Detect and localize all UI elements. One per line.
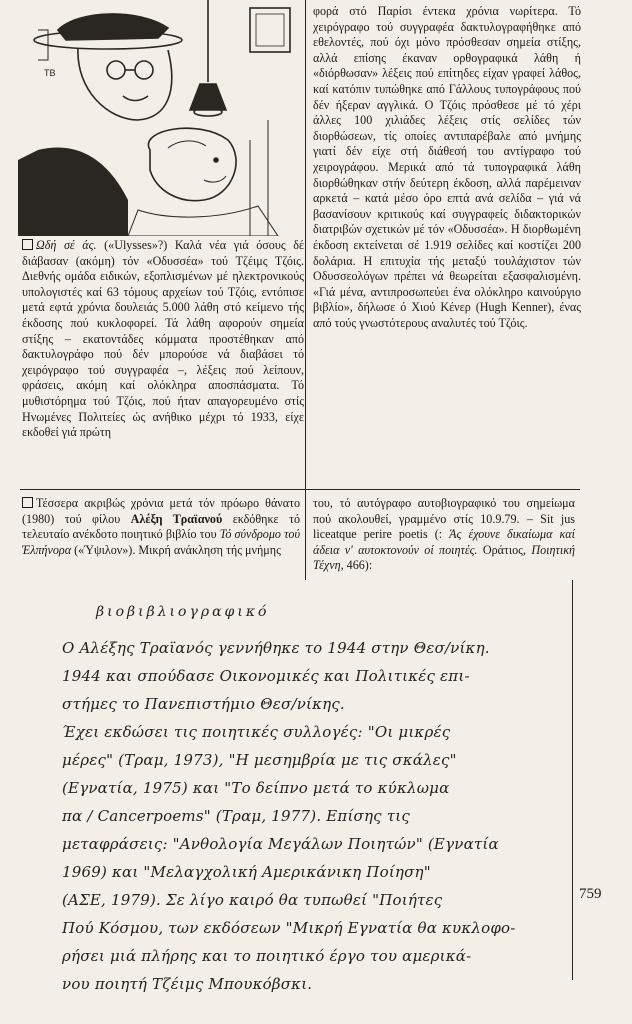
trianos-intro-left [22, 496, 300, 558]
article-continuation: φορά στό Παρίσι έντεκα χρόνια νωρίτερα. Τό χειρόγραφο τού συγγραφέα δακτυλογραφήθηκε από εθελοντές, πού όχι μόνο πρόσθεσαν σημεία στίξης, αλλά επίσης έκαναν ορθογραφικά λάθη ή «διόρθωσαν» λέξεις πού επίτηδες είχαν γραφεί λάθος, καί κατόπιν τυπώθηκε από Γάλλους τυπογράφους πού δέν ήξεραν αγγλικά. Ο Τζόις πρόσθεσε μέ τό χέρι άλλες 100 χιλιάδες λέξεις στίς σελίδες τών διορθώσεων, τίς οποίες αντιπαρέβαλε από μνήμης γιατί δέν είχε στή διάθεσή του αντίγραφο τού χειρογράφου. Μερικά από τά τυπογραφικά λάθη διορθώθηκαν στήν δεύτερη έκδοση, αλλά παρέμειναν αρκετά – κατά μέσο όρο επτά ανά σελίδα – γιά νά βασανίσουν κριτικούς καί συγγραφείς διδακτορικών διατριβών σχετικών μέ τόν «Οδυσσέα». Η διορθωμένη έκδοση εκτείνεται σέ 1.919 σελίδες καί κοστίζει 200 δολάρια. Η επιτυχία τής μεταξύ τουλάχιστον τών Οδυσσεολόγων πρέπει νά θεωρείται εξασφαλισμένη. «Γιά μένα, αντιπροσωπεύει ένα ολόκληρο καινούργιο βιβλίο», δήλωσε ό Χιού Κένερ (Hugh Kenner), ένας από τούς γνωστότερους αναλυτές τού Τζόις. [313, 4, 581, 330]
handwritten-line: νου ποιητή Τζέιμς Μπουκόβσκι. [62, 975, 313, 993]
handwritten-title: βιοβιβλιογραφικό [96, 604, 270, 620]
article-text: («Ulysses»?) Καλά νέα γιά όσους δέ διάβασαν (ακόμη) τόν «Οδυσσέα» τού Τζέιμς Τζόις. Διεθνής ομάδα ειδικών, εξοπλισμένων μέ ηλεκτρονικούς υπολογιστές καί 63 τόμους αρχείων τού Τζόις, εντόπισε μετά εφτά χρόνια δουλειάς 5.000 λάθη στό κείμενο τής έκδοσης πού κυκλοφορεί. Τά λάθη αφορούν σημεία στίξης – εκατοντάδες κόμματα προστέθηκαν από δακτυλογράφο πού δέν μπορούσε νά διαβάσει τό χειρόγραφο τού συγγραφέα –, λέξεις πού λείπουν, φράσεις, ακόμη καί ολόκληρα αποσπάσματα. Τό μυθιστόρημα τού Τζόις, πού ήταν απαγορευμένο στίς Ηνωμένες Πολιτείες ώς ανήθικο μέχρι τό 1933, είχε εκδοθεί γιά πρώτη [22, 238, 304, 440]
intro-right-text-2: Οράτιος, [477, 542, 532, 557]
handwritten-line: μεταφράσεις: "Ανθολογία Μεγάλων Ποιητών" (Εγνατία [62, 835, 499, 853]
book-title: Τό σύνδρομο τού Έλπήνορα [22, 527, 301, 557]
svg-text:TB: TB [44, 68, 56, 78]
cartoon-illustration [18, 0, 300, 236]
handwritten-line: Πού Κόσμου, των εκδόσεων "Μικρή Εγνατία θα κυκλοφο- [62, 919, 516, 937]
handwritten-line: στήμες το Πανεπιστήμιο Θεσ/νίκης. [62, 695, 345, 713]
handwritten-line: πα / Cancerpoems" (Τραμ, 1977). Επίσης τις [62, 807, 410, 825]
page-number: 759 [579, 886, 602, 902]
handwritten-line: ρήσει μιά πλήρης και το ποιητικό έργο του αμερικά- [62, 947, 472, 965]
margin-rule [572, 580, 573, 980]
square-bullet-icon [22, 497, 33, 508]
intro-text-2: εκδόθηκε τό τελευταίο ανέκδοτο ποιητικό βιβλίο του [22, 511, 300, 542]
handwritten-lines [62, 634, 562, 998]
intro-right-text: του, τό αυτόγραφο αυτοβιογραφικό του σημείωμα πού ακολουθεί, γραμμένο στίς 10.9.79. – Sit jus liceatque perire poetis (: [313, 496, 575, 542]
handwritten-line: (Εγνατία, 1975) και "Το δείπνο μετά το κύκλωμα [62, 779, 450, 797]
horace-source: Ποιητική Τέχνη [313, 542, 575, 573]
square-bullet-icon [22, 239, 33, 250]
intro-right-end: , 466): [340, 558, 373, 573]
trianos-intro-right [313, 496, 575, 574]
handwritten-line: 1969) και "Μελαγχολική Αμερικάνικη Ποίηση" [62, 863, 431, 881]
handwritten-line: μέρες" (Τραμ, 1973), "Η μεσημβρία με τις σκάλες" [62, 751, 457, 769]
poet-name: Αλέξη Τραϊανού [130, 511, 223, 526]
horace-quote: Άς έχουνε δικαίωμα καί άδεια ν' αυτοκτονούν οί ποιητές. [313, 527, 575, 557]
handwritten-line: (ΑΣΕ, 1979). Σε λίγο καιρό θα τυπωθεί "Ποιήτες [62, 891, 443, 909]
article-label: Ωδή σέ άς. [36, 238, 97, 252]
intro-text-1: Τέσσερα ακριβώς χρόνια μετά τόν πρόωρο θάνατο (1980) τού φίλου [22, 496, 300, 526]
article-ulysses-right [313, 4, 581, 331]
article-ulysses-left [22, 238, 304, 441]
handwritten-note [62, 598, 562, 998]
handwritten-line: 1944 και σπούδασε Οικονομικές και Πολιτικές επι- [62, 667, 470, 685]
column-divider-top [305, 0, 306, 490]
handwritten-line: Έχει εκδώσει τις ποιητικές συλλογές: "Οι μικρές [62, 723, 451, 741]
column-divider-bottom [305, 490, 306, 580]
section-divider [20, 489, 580, 490]
handwritten-line: Ο Αλέξης Τραϊανός γεννήθηκε το 1944 στην Θεσ/νίκη. [62, 639, 490, 657]
intro-text-3: («Ύψιλον»). Μικρή ανάκληση τής μνήμης [71, 542, 281, 557]
cartoon-drawing [18, 0, 300, 236]
